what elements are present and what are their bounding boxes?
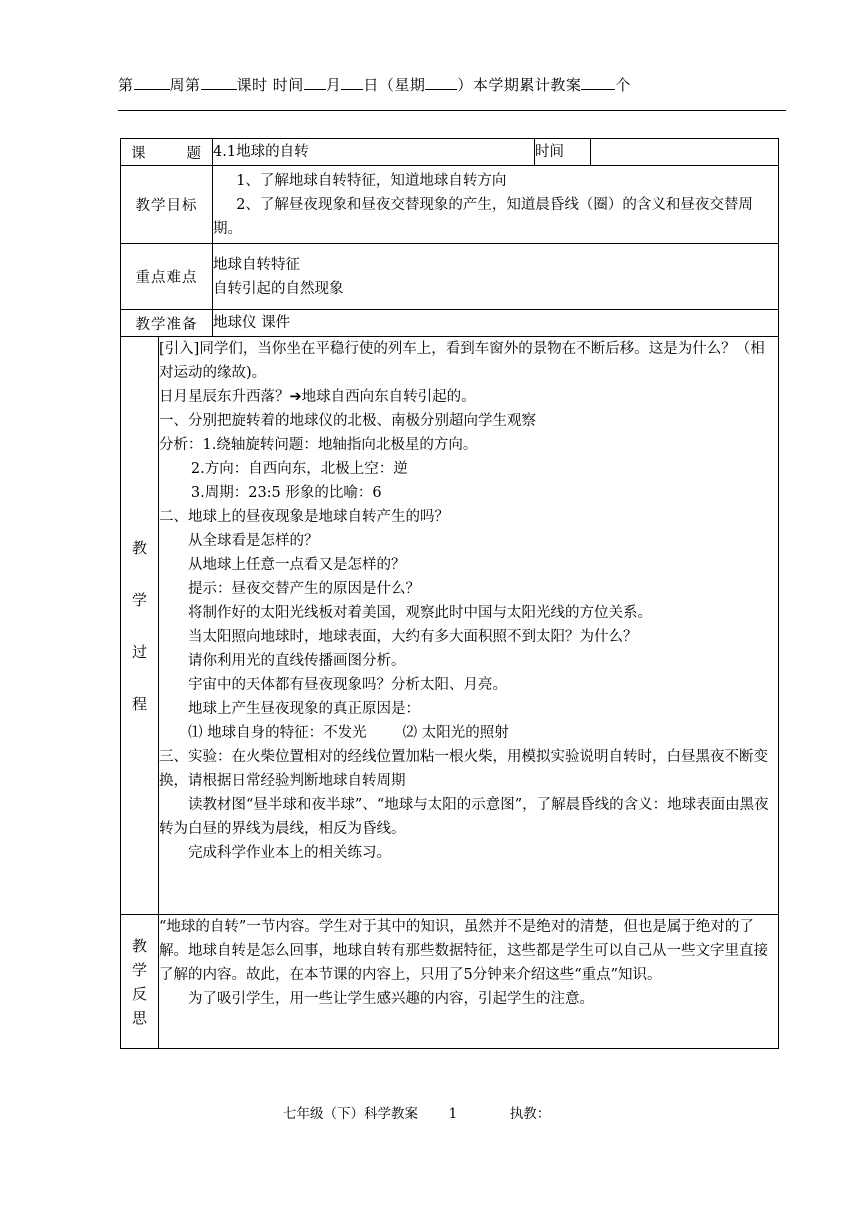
header-weekday-prefix: 日（星期 — [363, 76, 426, 94]
process-label-char: 程 — [131, 694, 147, 713]
time-label: 时间 — [535, 139, 591, 166]
count-blank — [581, 75, 615, 90]
process-label — [121, 337, 159, 915]
process-label-char: 过 — [131, 642, 147, 661]
reflect-label-char: 反 — [131, 984, 147, 1003]
process-line: 完成科学作业本上的相关练习。 — [188, 845, 391, 861]
process-line: 宇宙中的天体都有昼夜现象吗？分析太阳、月亮。 — [188, 677, 507, 693]
process-line: 当太阳照向地球时，地球表面，大约有多大面积照不到太阳？为什么？ — [188, 629, 638, 645]
reflect-paragraph: “地球的自转”一节内容。学生对于其中的知识，虽然并不是绝对的清楚，但也是属于绝对的了解。地球自转是怎么回事，地球自转有那些数据特征，这些都是学生可以自己从一些文字里直接了解的内容。故此，在本节课的内容上，只用了5分钟来介绍这些“重点”知识。 — [159, 919, 768, 983]
reflect-content — [159, 915, 779, 1049]
prep-label: 教学准备 — [121, 310, 213, 337]
process-line: 二、地球上的昼夜现象是地球自转产生的吗？ — [159, 509, 449, 525]
goals-label: 教学目标 — [121, 166, 213, 244]
key-label: 重点难点 — [121, 244, 213, 310]
topic-row — [121, 139, 779, 166]
process-line: 分析：1.绕轴旋转问题：地轴指向北极星的方向。 — [159, 437, 478, 453]
lesson-blank — [201, 75, 237, 90]
lesson-plan-table — [120, 138, 779, 1049]
process-label-char: 学 — [131, 590, 147, 609]
header-count-prefix: ）本学期累计教案 — [457, 76, 582, 94]
reflect-row — [121, 915, 779, 1049]
reflect-label-char: 思 — [131, 1008, 147, 1027]
header-week-prefix: 第 — [118, 76, 134, 94]
topic-value: 4.1地球的自转 — [213, 139, 535, 166]
goal-2: 2、了解昼夜现象和昼夜交替现象的产生，知道晨昏线（圈）的含义和昼夜交替周期。 — [213, 196, 753, 237]
process-line: 从全球看是怎样的？ — [188, 533, 319, 549]
key-row — [121, 244, 779, 310]
key-point-1: 地球自转特征 — [213, 256, 301, 273]
process-line-text: ⑵ 太阳光的照射 — [402, 725, 509, 741]
key-content — [213, 244, 779, 310]
week-blank — [134, 75, 170, 90]
process-line: 2.方向：自西向东，北极上空：逆 — [190, 461, 408, 477]
reflect-label-char: 学 — [131, 960, 147, 979]
key-point-2: 自转引起的自然现象 — [213, 280, 344, 297]
page-footer — [283, 1102, 550, 1122]
arrow-right-icon: ➔ — [289, 389, 302, 405]
process-line: [引入]同学们，当你坐在平稳行使的列车上，看到车窗外的景物在不断后移。这是为什么？（相对运动的缘故)。 — [159, 341, 765, 381]
footer-teacher: 执教： — [509, 1106, 551, 1122]
process-line: 一、分别把旋转着的地球仪的北极、南极分别超向学生观察 — [159, 413, 536, 429]
process-line: 从地球上任意一点看又是怎样的？ — [188, 557, 406, 573]
prep-row — [121, 310, 779, 337]
process-line: 三、实验：在火柴位置相对的经线位置加粘一根火柴，用模拟实验说明自转时，白昼黑夜不断变换，请根据日常经验判断地球自转周期 — [159, 749, 768, 789]
goals-content — [213, 166, 779, 244]
header-count-suffix: 个 — [615, 76, 631, 94]
weekday-blank — [425, 75, 457, 90]
process-line: 将制作好的太阳光线板对着美国，观察此时中国与太阳光线的方位关系。 — [188, 605, 652, 621]
header-lesson-prefix: 周第 — [169, 76, 201, 94]
process-line — [159, 721, 778, 745]
reflect-label-char: 教 — [131, 936, 147, 955]
process-content — [159, 337, 779, 915]
process-label-char: 教 — [131, 538, 147, 557]
process-line: 提示：昼夜交替产生的原因是什么？ — [188, 581, 420, 597]
header-time-prefix: 课时 时间 — [236, 76, 304, 94]
process-line: 地球上产生昼夜现象的真正原因是： — [188, 701, 420, 717]
goal-1: 1、了解地球自转特征，知道地球自转方向 — [236, 172, 507, 189]
process-line-text: ⑴ 地球自身的特征：不发光 — [188, 725, 367, 741]
prep-value: 地球仪 课件 — [213, 310, 779, 337]
process-line-text: 日月星辰东升西落？ — [159, 389, 290, 405]
reflect-label — [121, 915, 159, 1049]
page-number: 1 — [448, 1106, 458, 1122]
reflect-paragraph: 为了吸引学生，用一些让学生感兴趣的内容，引起学生的注意。 — [188, 991, 594, 1007]
time-value — [591, 139, 779, 166]
topic-label: 课 题 — [121, 139, 213, 166]
process-line: 请你利用光的直线传播画图分析。 — [188, 653, 406, 669]
goals-row — [121, 166, 779, 244]
header-month: 月 — [325, 76, 342, 94]
process-row — [121, 337, 779, 915]
month-blank — [304, 75, 326, 90]
day-blank — [341, 75, 363, 90]
process-line: 3.周期：23:5 形象的比喻：6 — [190, 485, 382, 501]
footer-title: 七年级（下）科学教案 — [283, 1106, 418, 1122]
header-line — [118, 74, 778, 95]
process-line — [159, 385, 778, 409]
header-rule — [118, 110, 786, 111]
process-line-text: 地球自西向东自转引起的。 — [301, 389, 476, 405]
process-line: 读教材图“昼半球和夜半球”、“地球与太阳的示意图”，了解晨昏线的含义：地球表面由黑夜转为白昼的界线为晨线，相反为昏线。 — [159, 797, 769, 837]
